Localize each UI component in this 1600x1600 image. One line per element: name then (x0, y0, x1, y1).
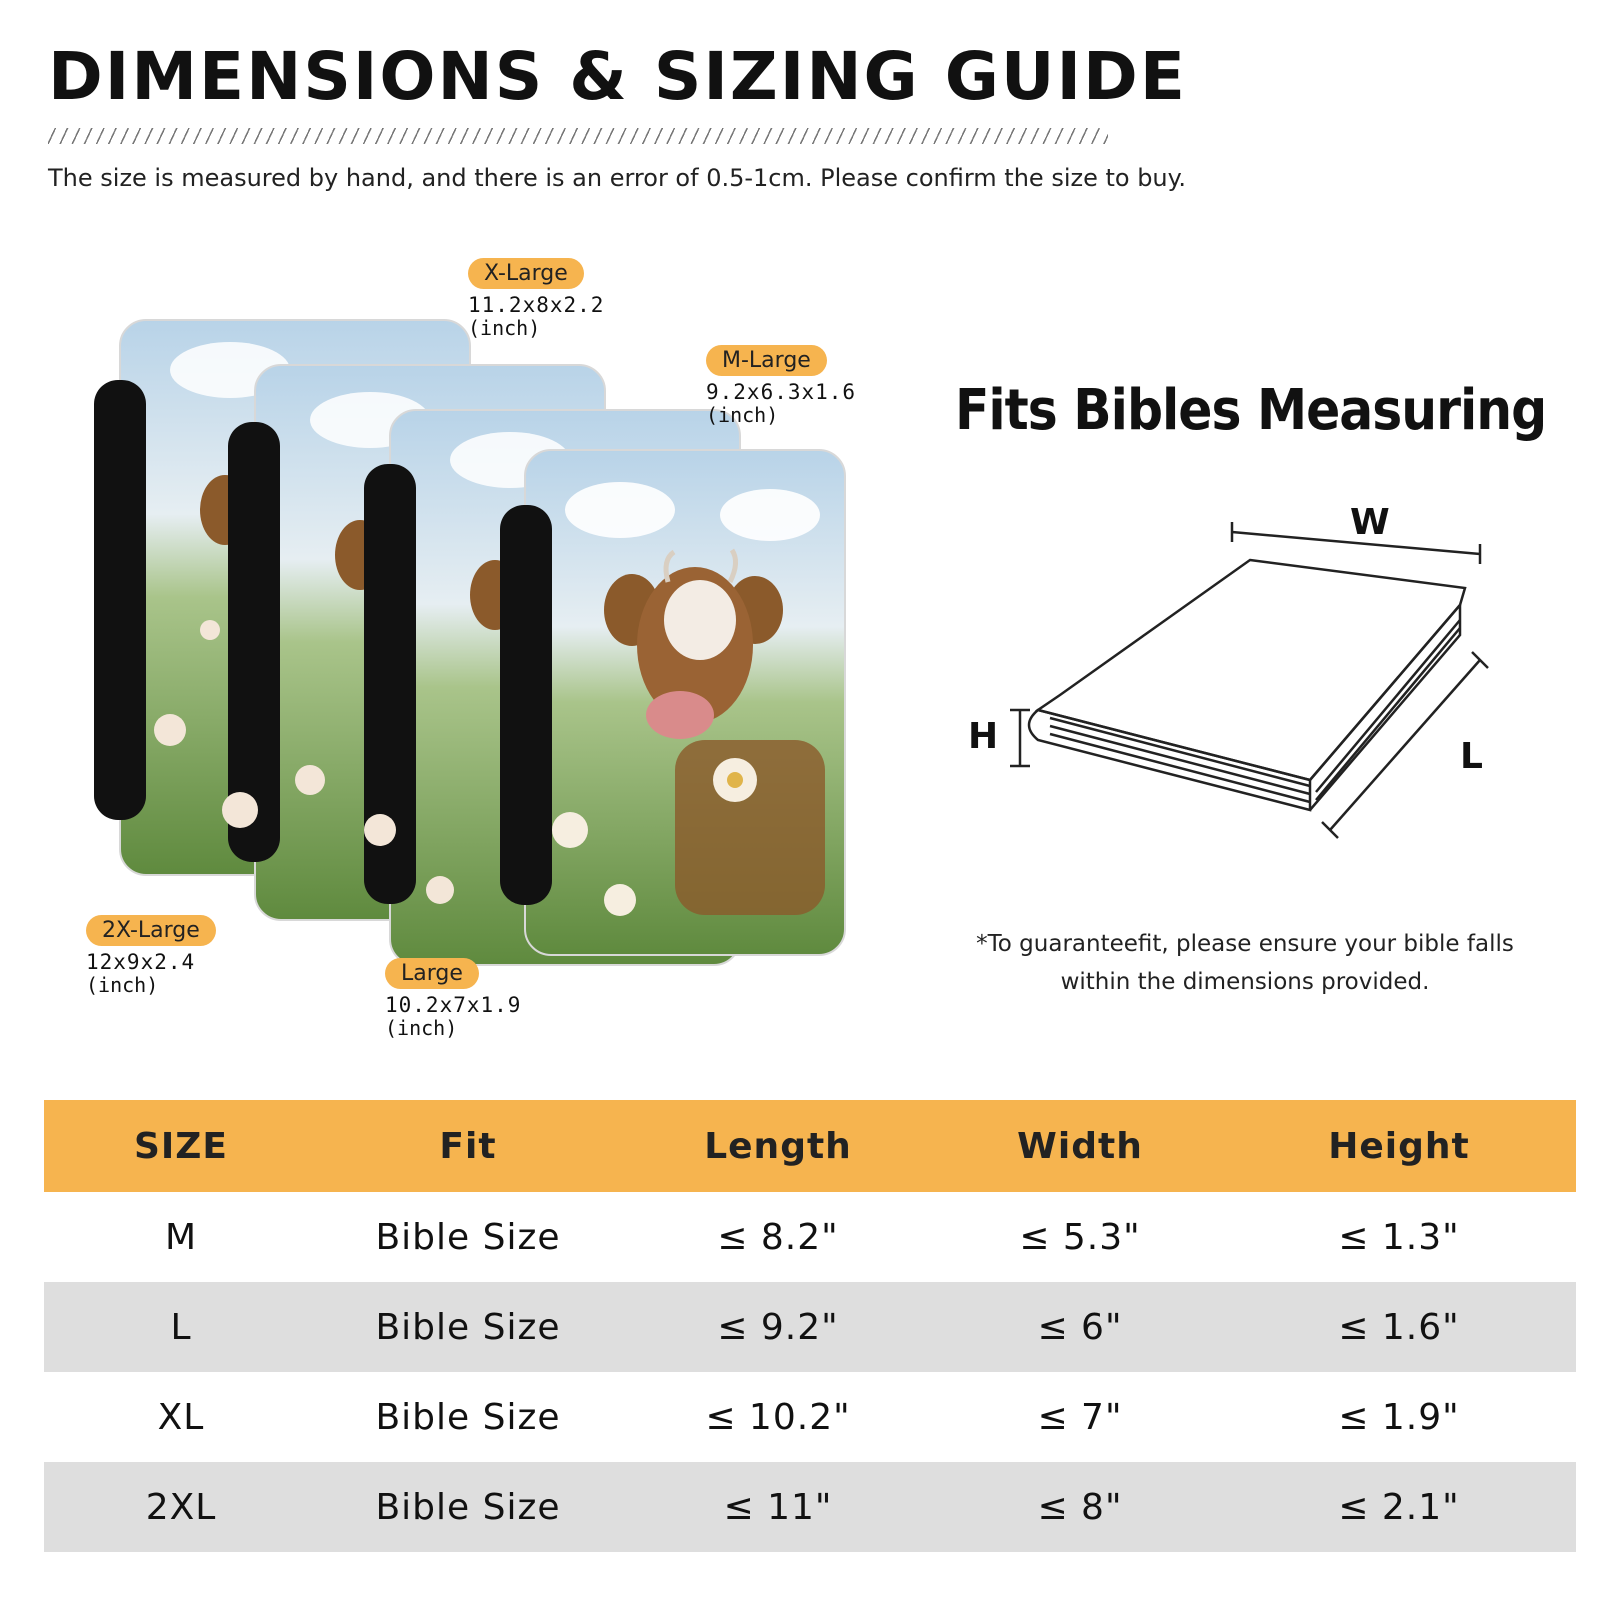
table-row (44, 1462, 1576, 1552)
size-unit: (inch) (468, 316, 541, 340)
cell-fit: Bible Size (318, 1282, 618, 1372)
cell-width: ≤ 5.3" (1019, 1216, 1141, 1258)
size-disclaimer: The size is measured by hand, and there is an error of 0.5-1cm. Please confirm the size to buy. (48, 164, 1187, 192)
cell-size: L (44, 1282, 318, 1372)
table-row (44, 1192, 1576, 1282)
size-pill: M-Large (706, 345, 827, 376)
cell-length: ≤ 8.2" (717, 1216, 839, 1258)
header-length: Length (618, 1100, 938, 1192)
size-label-large (385, 958, 521, 1039)
size-unit: (inch) (706, 403, 779, 427)
cell-size: 2XL (44, 1462, 318, 1552)
size-label-2x-large (86, 915, 216, 996)
cell-width: ≤ 7" (1037, 1396, 1123, 1438)
cell-length: ≤ 11" (618, 1462, 938, 1552)
size-dimensions: 11.2x8x2.2 (468, 293, 605, 317)
cell-length: ≤ 9.2" (618, 1282, 938, 1372)
header-height: Height (1222, 1100, 1576, 1192)
fit-note-line-2: within the dimensions provided. (1060, 969, 1430, 995)
size-pill: Large (385, 958, 479, 989)
cover-m-large (500, 450, 845, 955)
book-dimension-diagram (960, 500, 1520, 840)
size-table (44, 1100, 1576, 1552)
cell-width: ≤ 8" (938, 1462, 1222, 1552)
cell-length: ≤ 10.2" (705, 1396, 851, 1438)
page-title: DIMENSIONS & SIZING GUIDE (48, 38, 1187, 115)
cell-width: ≤ 6" (938, 1282, 1222, 1372)
fits-heading: Fits Bibles Measuring (955, 378, 1547, 443)
cell-size: XL (157, 1396, 205, 1438)
header-fit: Fit (318, 1100, 618, 1192)
cell-height: ≤ 1.9" (1338, 1396, 1460, 1438)
table-row (44, 1282, 1576, 1372)
cell-height: ≤ 2.1" (1222, 1462, 1576, 1552)
dimension-label-l: L (1460, 736, 1483, 777)
header-size: SIZE (44, 1100, 318, 1192)
size-label-m-large (706, 345, 856, 426)
fit-note (930, 925, 1560, 1001)
table-row (44, 1372, 1576, 1462)
size-pill: 2X-Large (86, 915, 216, 946)
cell-size: M (164, 1216, 198, 1258)
cell-fit: Bible Size (318, 1462, 618, 1552)
table-header-row (44, 1100, 1576, 1192)
size-dimensions: 10.2x7x1.9 (385, 993, 522, 1017)
fit-note-line-1: *To guaranteefit, please ensure your bible falls (976, 931, 1514, 957)
dimension-label-w: W (1350, 502, 1390, 543)
dimension-label-h: H (968, 716, 999, 757)
cell-height: ≤ 1.6" (1222, 1282, 1576, 1372)
cell-fit: Bible Size (375, 1216, 561, 1258)
cell-height: ≤ 1.3" (1338, 1216, 1460, 1258)
size-unit: (inch) (86, 973, 159, 997)
size-label-x-large (468, 258, 604, 339)
hatch-divider (48, 128, 1108, 144)
size-pill: X-Large (468, 258, 584, 289)
size-dimensions: 12x9x2.4 (86, 950, 196, 974)
header-width: Width (938, 1100, 1222, 1192)
size-unit: (inch) (385, 1016, 458, 1040)
cell-fit: Bible Size (375, 1396, 561, 1438)
size-dimensions: 9.2x6.3x1.6 (706, 380, 857, 404)
